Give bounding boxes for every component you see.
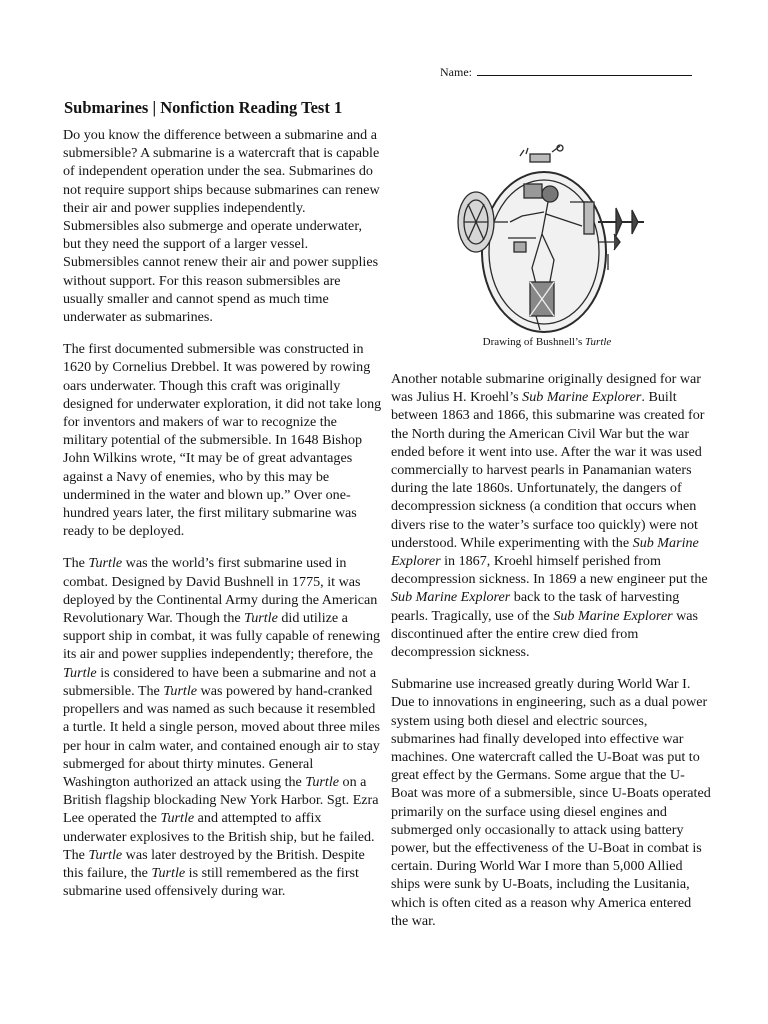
italic-title-run: Turtle bbox=[163, 682, 198, 699]
name-label: Name: bbox=[440, 65, 472, 79]
text-run: was the world’s first submarine used in combat. Designed by David Bushnell in 1775, it was deployed by the Continental Army during the American Revolutionary War. Though the bbox=[63, 555, 378, 627]
italic-title-run: Sub Marine Explorer bbox=[522, 389, 642, 406]
italic-title-run: Sub Marine Explorer bbox=[553, 607, 673, 624]
figure-caption bbox=[392, 336, 702, 348]
figure-caption-text: Drawing of Bushnell’s bbox=[482, 336, 583, 348]
text-run: in 1867, Kroehl himself perished from decompression sickness. In 1869 a new engineer put the bbox=[391, 553, 708, 588]
text-run: on a British flagship blockading New York Harbor. Sgt. Ezra Lee operated the bbox=[63, 773, 379, 827]
text-run: . Built between 1863 and 1866, this submarine was created for the North during the American Civil War but the war ended before it went into use. After the war it was used commercially to harvest pearls in Panamanian waters during the late 1860s. Unfortunately, the dangers of decompression sickness (a condition that occurs when divers rise to the water’s surface too quickly) were not understood. While experimenting with the bbox=[391, 389, 705, 551]
italic-title-run: Sub Marine Explorer bbox=[391, 534, 699, 570]
italic-title-run: Turtle bbox=[88, 555, 123, 572]
name-blank-line[interactable] bbox=[477, 64, 692, 76]
text-run: is considered to have been a submarine and not a submersible. The bbox=[63, 664, 377, 699]
text-run: is still remembered as the first submarine used offensively during war. bbox=[63, 864, 359, 900]
text-run: was later destroyed by the British. Despite this failure, the bbox=[63, 846, 365, 881]
text-run: and attempted to affix underwater explosives to the British ship, but he failed. The bbox=[63, 810, 375, 863]
italic-title-run: Turtle bbox=[305, 773, 339, 790]
italic-title-run: Turtle bbox=[151, 864, 186, 881]
text-run: Another notable submarine originally designed for war was Julius H. Kroehl’s bbox=[391, 371, 701, 406]
text-run: was powered by hand-cranked propellers and was named as such because it resembled a turtle. It held a single person, moved about three miles per hour in calm water, and contained enough air to stay submerged for about thirty minutes. General Washington authorized an attack using the bbox=[63, 682, 381, 790]
italic-title-run: Turtle bbox=[88, 846, 123, 863]
italic-title-run: Turtle bbox=[244, 610, 278, 627]
page-title: Submarines | Nonfiction Reading Test 1 bbox=[64, 98, 343, 117]
italic-title-run: Turtle bbox=[160, 810, 195, 827]
paragraph-world-war-one: Submarine use increased greatly during World War I. Due to innovations in engineering, such as a dual power system using both diesel and electric sources, submarines had finally developed into effective war machines. One watercraft called the U-Boat was put to great effect by the Germans. Some argue that the U-Boat was more of a submersible, since U-Boats operated primarily on the surface using diesel engines and submerged only occasionally to attack using battery power, but the effectiveness of the U-Boat in combat is certain. During World War I more than 5,000 Allied ships were sunk by U-Boats, including the Lusitania, which is often cited as a reason why America entered the war. bbox=[391, 676, 711, 929]
paragraph-turtle bbox=[63, 554, 383, 900]
text-run: The bbox=[63, 555, 89, 572]
text-run: was discontinued after the entire crew died from decompression sickness. bbox=[391, 607, 699, 661]
italic-title-run: Turtle bbox=[63, 664, 97, 681]
paragraph-sub-marine-explorer bbox=[391, 370, 711, 661]
text-run: did utilize a support ship in combat, it was fully capable of renewing its air and power supplies independently; therefore, the bbox=[63, 610, 381, 663]
text-run: back to the task of harvesting pearls. Tragically, use of the bbox=[391, 589, 680, 624]
turtle-illustration-icon bbox=[448, 142, 648, 338]
paragraph-submarine-vs-submersible: Do you know the difference between a submarine and a submersible? A submarine is a watercraft that is capable of independent operation under the sea. Submarines do not require support ships because submarines can renew their air and power supplies independently. Submersibles also submerge and operate underwater, but they need the support of a larger vessel. Submersibles cannot renew their air and power supplies without support. For this reason submersibles are usually smaller and cannot spend as much time underwater as submarines. bbox=[63, 127, 380, 326]
right-column bbox=[391, 370, 711, 944]
italic-title-run: Sub Marine Explorer bbox=[391, 589, 511, 606]
left-column bbox=[63, 126, 383, 914]
figure-caption-turtle: Turtle bbox=[585, 336, 612, 348]
turtle-drawing bbox=[448, 142, 648, 338]
name-field[interactable] bbox=[440, 64, 692, 80]
paragraph-first-submersible: The first documented submersible was constructed in 1620 by Cornelius Drebbel. It was powered by rowing oars underwater. Though this craft was originally designed for underwater exploration, it did not take long for inventors and makers of war to recognize the military potential of the submersible. In 1648 Bishop John Wilkins wrote, “It may be of great advantages against a Navy of enemies, who by this may be undermined in the water and blown up.” Over one-hundred years later, the first military submarine was ready to be deployed. bbox=[63, 341, 382, 540]
